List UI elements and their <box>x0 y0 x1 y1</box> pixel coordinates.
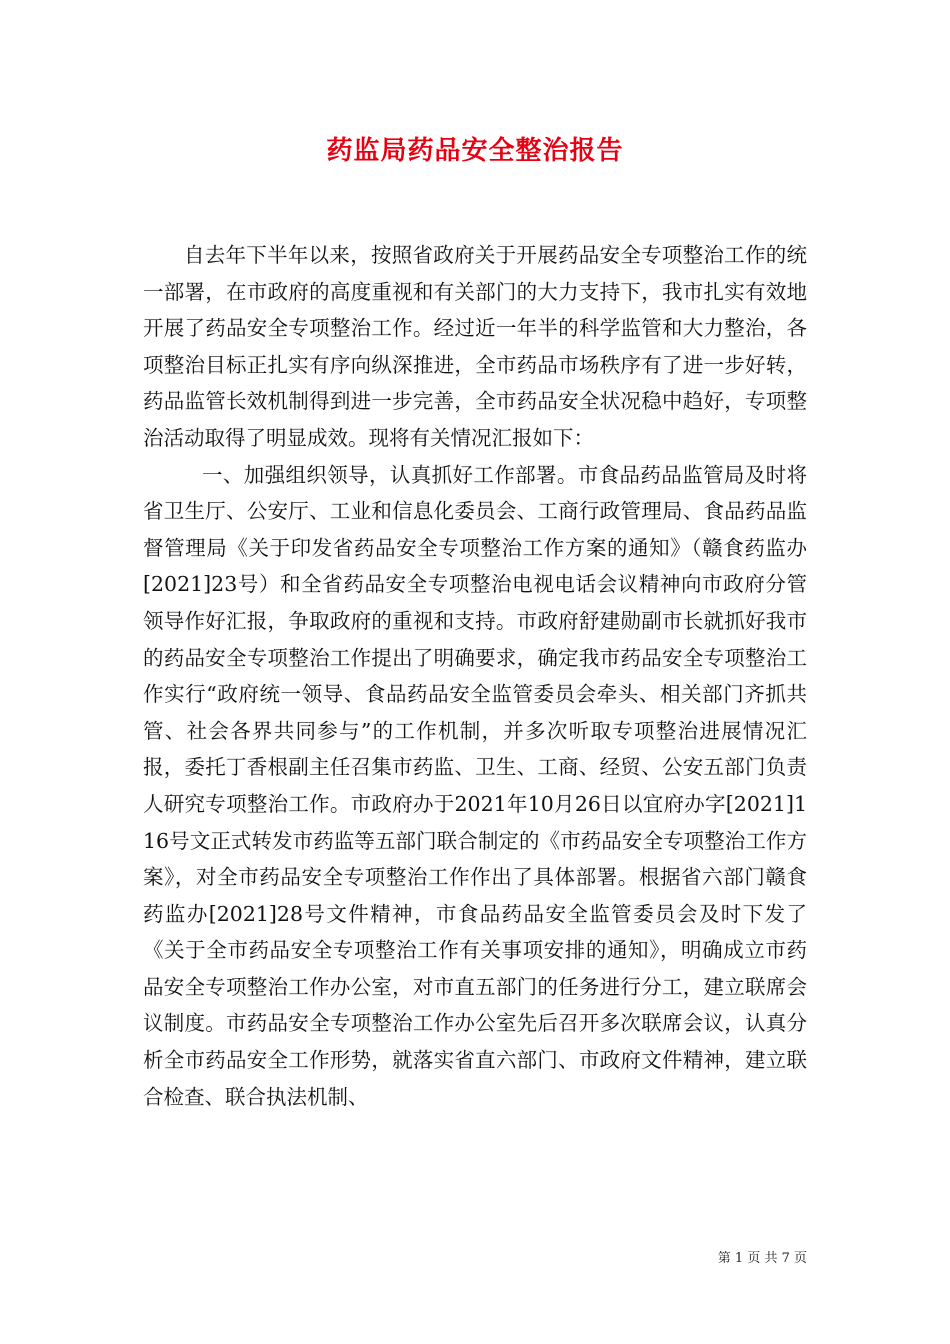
document-body <box>143 237 807 1115</box>
paragraph-intro: 自去年下半年以来，按照省政府关于开展药品安全专项整治工作的统一部署，在市政府的高度重视和有关部门的大力支持下，我市扎实有效地开展了药品安全专项整治工作。经过近一年半的科学监管和大力整治，各项整治目标正扎实有序向纵深推进，全市药品市场秩序有了进一步好转，药品监管长效机制得到进一步完善，全市药品安全状况稳中趋好，专项整治活动取得了明显成效。现将有关情况汇报如下： <box>143 243 807 450</box>
document-title: 药监局药品安全整治报告 <box>326 136 624 166</box>
paragraph-section-one: 一、加强组织领导，认真抓好工作部署。市食品药品监管局及时将省卫生厅、公安厅、工业和信息化委员会、工商行政管理局、食品药品监督管理局《关于印发省药品安全专项整治工作方案的通知》（赣食药监办[2021]23号）和全省药品安全专项整治电视电话会议精神向市政府分管领导作好汇报，争取政府的重视和支持。市政府舒建勋副市长就抓好我市的药品安全专项整治工作提出了明确要求，确定我市药品安全专项整治工作实行“政府统一领导、食品药品安全监管委员会牵头、相关部门齐抓共管、社会各界共同参与”的工作机制，并多次听取专项整治进展情况汇报，委托丁香根副主任召集市药监、卫生、工商、经贸、公安五部门负责人研究专项整治工作。市政府办于2021年10月26日以宜府办字[2021]116号文正式转发市药监等五部门联合制定的《市药品安全专项整治工作方案》，对全市药品安全专项整治工作作出了具体部署。根据省六部门赣食药监办[2021]28号文件精神，市食品药品安全监管委员会及时下发了《关于全市药品安全专项整治工作有关事项安排的通知》，明确成立市药品安全专项整治工作办公室，对市直五部门的任务进行分工，建立联席会议制度。市药品安全专项整治工作办公室先后召开多次联席会议，认真分析全市药品安全工作形势，就落实省直六部门、市政府文件精神，建立联合检查、联合执法机制、 <box>143 462 807 1109</box>
page-number-footer: 第 1 页 共 7 页 <box>717 1251 807 1266</box>
